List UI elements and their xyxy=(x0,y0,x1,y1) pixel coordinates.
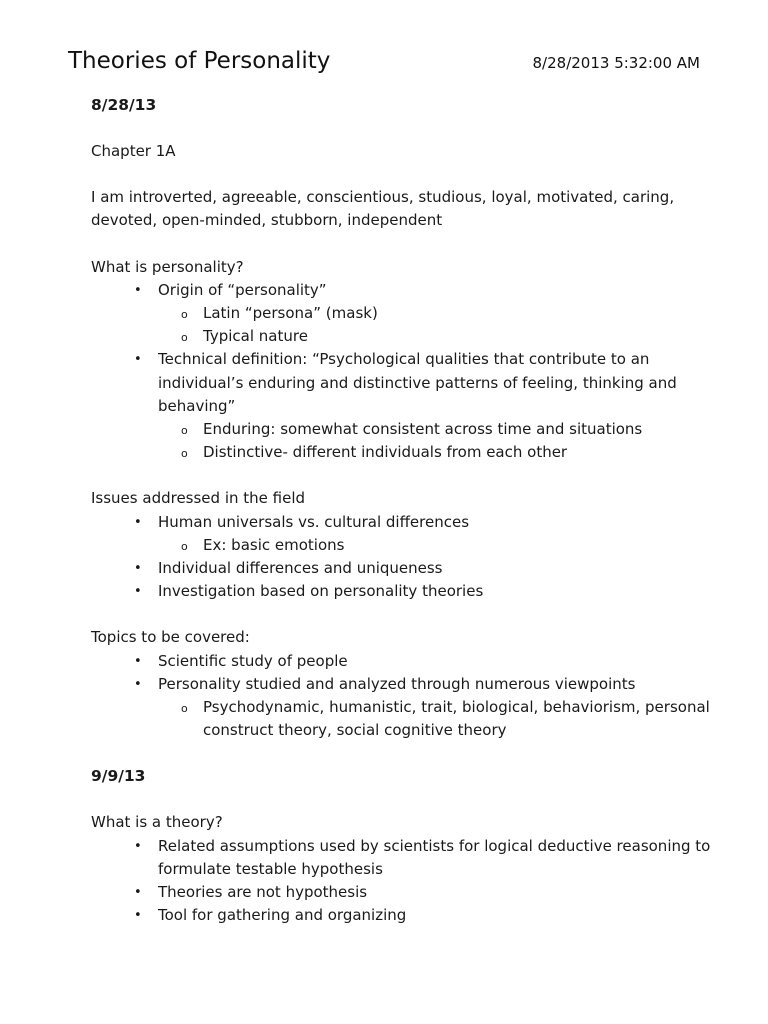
intro-paragraph: I am introverted, agreeable, conscientious, studious, loyal, motivated, caring, devoted, open-minded, stubborn, independent xyxy=(91,188,675,230)
bullet-icon: • xyxy=(134,908,142,924)
bullet-icon: • xyxy=(134,676,142,692)
bullet-icon: • xyxy=(134,838,142,854)
sub-list-item-text: Typical nature xyxy=(203,327,308,346)
date-heading-2: 9/9/13 xyxy=(91,767,146,786)
list-item xyxy=(91,279,711,349)
sub-list-item xyxy=(158,418,711,441)
sub-list-item xyxy=(158,441,711,464)
list-item xyxy=(91,580,711,603)
bullet-icon: • xyxy=(134,282,142,298)
list-item xyxy=(91,904,711,927)
list-item-text: Individual differences and uniqueness xyxy=(158,559,443,578)
list-item-text: Scientific study of people xyxy=(158,651,348,670)
list-item-text: Origin of “personality” xyxy=(158,280,327,299)
sub-list-item-text: Distinctive- different individuals from each other xyxy=(203,443,568,462)
sub-list xyxy=(158,418,711,464)
document-datetime: 8/28/2013 5:32:00 AM xyxy=(532,54,700,72)
sub-list xyxy=(158,534,711,557)
sub-list xyxy=(158,302,711,348)
list-item xyxy=(91,881,711,904)
bullet-icon: • xyxy=(134,352,142,368)
sub-bullet-icon: o xyxy=(181,702,188,716)
document-body xyxy=(91,94,711,950)
sub-bullet-icon: o xyxy=(181,331,188,345)
section-title-topics: Topics to be covered: xyxy=(91,628,250,647)
section-list-what-is-a-theory xyxy=(91,835,711,928)
sub-list-item xyxy=(158,325,711,348)
sub-list-item xyxy=(158,696,711,742)
sub-bullet-icon: o xyxy=(181,447,188,461)
list-item-text: Related assumptions used by scientists for logical deductive reasoning to formulate testable hypothesis xyxy=(158,836,711,878)
date-heading-1: 8/28/13 xyxy=(91,96,157,114)
list-item-text: Personality studied and analyzed through numerous viewpoints xyxy=(158,674,636,693)
list-item xyxy=(91,511,711,557)
list-item xyxy=(91,835,711,881)
section-title-what-is-personality: What is personality? xyxy=(91,257,244,276)
list-item-text: Human universals vs. cultural differences xyxy=(158,512,470,531)
sub-bullet-icon: o xyxy=(181,539,188,553)
sub-bullet-icon: o xyxy=(181,308,188,322)
bullet-icon: • xyxy=(134,514,142,530)
list-item-text: Investigation based on personality theories xyxy=(158,582,484,601)
section-title-what-is-a-theory: What is a theory? xyxy=(91,813,223,832)
section-list-what-is-personality xyxy=(91,279,711,465)
section-title-issues: Issues addressed in the field xyxy=(91,489,306,508)
sub-list xyxy=(158,696,711,742)
bullet-icon: • xyxy=(134,885,142,901)
section-list-topics xyxy=(91,650,711,743)
sub-list-item-text: Latin “persona” (mask) xyxy=(203,304,378,323)
list-item xyxy=(91,348,711,464)
sub-list-item xyxy=(158,302,711,325)
sub-list-item-text: Enduring: somewhat consistent across time and situations xyxy=(203,420,643,439)
list-item-text: Theories are not hypothesis xyxy=(158,883,368,902)
bullet-icon: • xyxy=(134,653,142,669)
list-item-text: Tool for gathering and organizing xyxy=(158,906,407,925)
document-header xyxy=(68,46,700,78)
bullet-icon: • xyxy=(134,584,142,600)
list-item-text: Technical definition: “Psychological qualities that contribute to an individual’s enduring and distinctive patterns of feeling, thinking and behaving” xyxy=(158,350,677,415)
list-item xyxy=(91,557,711,580)
sub-list-item xyxy=(158,534,711,557)
section-list-issues xyxy=(91,511,711,604)
document-title: Theories of Personality xyxy=(68,48,331,74)
sub-list-item-text: Ex: basic emotions xyxy=(203,535,345,554)
list-item xyxy=(91,650,711,673)
list-item xyxy=(91,673,711,743)
sub-list-item-text: Psychodynamic, humanistic, trait, biological, behaviorism, personal construct theory, social cognitive theory xyxy=(203,698,710,740)
sub-bullet-icon: o xyxy=(181,424,188,438)
chapter-label: Chapter 1A xyxy=(91,142,176,160)
bullet-icon: • xyxy=(134,561,142,577)
